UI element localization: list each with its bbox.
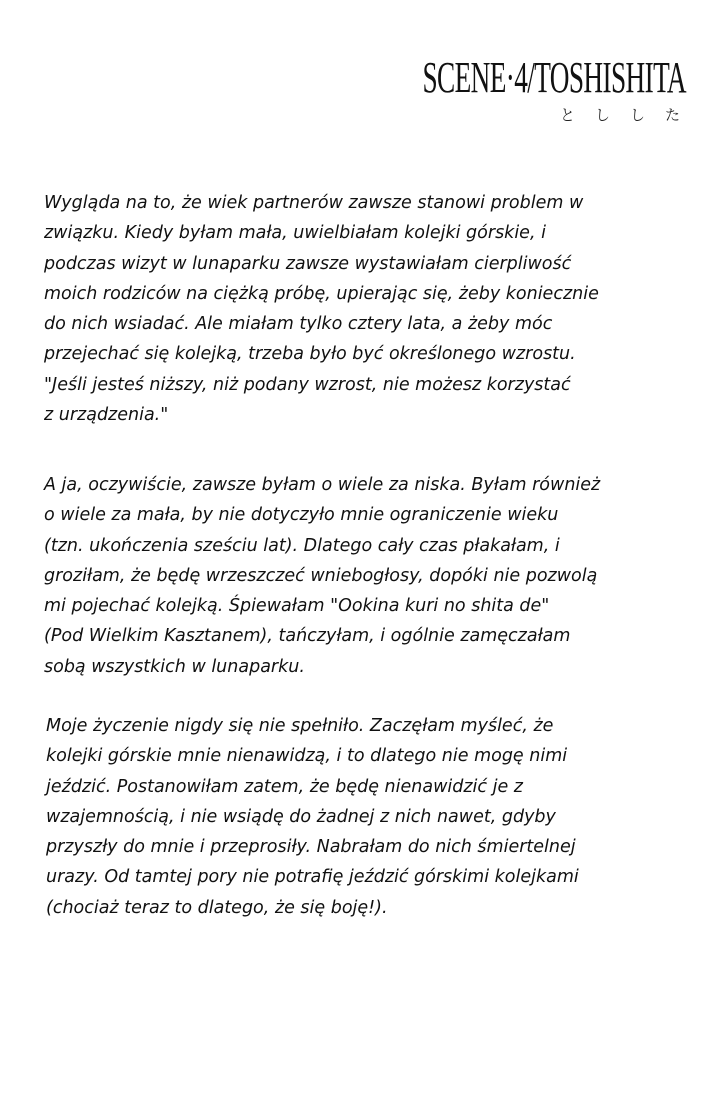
text-line: jeździć. Postanowiłam zatem, że będę nienawidzić je z <box>46 776 523 797</box>
text-line: (Pod Wielkim Kasztanem), tańczyłam, i ogólnie zamęczałam <box>44 626 571 647</box>
text-line: (chociaż teraz to dlatego, że się boję!). <box>46 897 388 918</box>
text-line: moich rodziców na ciężką próbę, upierając się, żeby koniecznie <box>44 283 599 304</box>
text-line: związku. Kiedy byłam mała, uwielbiałam kolejki górskie, i <box>44 223 546 244</box>
text-line: groziłam, że będę wrzeszczeć wniebogłosy, dopóki nie pozwolą <box>44 565 598 586</box>
text-line: z urządzenia." <box>44 405 169 426</box>
text-line: urazy. Od tamtej pory nie potrafię jeździć górskimi kolejkami <box>46 867 579 888</box>
text-line: do nich wsiadać. Ale miałam tylko cztery lata, a żeby móc <box>44 314 553 335</box>
text-line: o wiele za mała, by nie dotyczyło mnie ograniczenie wieku <box>44 505 559 526</box>
text-line: przyszły do mnie i przeprosiły. Nabrałam do nich śmiertelnej <box>46 837 576 858</box>
paragraph-3 <box>46 711 686 923</box>
paragraph-1 <box>44 188 684 430</box>
text-line: mi pojechać kolejką. Śpiewałam "Ookina kuri no shita de" <box>44 596 550 617</box>
text-line: Wygląda na to, że wiek partnerów zawsze stanowi problem w <box>44 193 584 213</box>
text-line: kolejki górskie mnie nienawidzą, i to dlatego nie mogę nimi <box>46 746 568 767</box>
text-line: "Jeśli jesteś niższy, niż podany wzrost, nie możesz korzystać <box>44 374 571 395</box>
text-line: przejechać się kolejką, trzeba było być określonego wzrostu. <box>44 344 576 365</box>
paragraph-2 <box>44 470 684 682</box>
text-line: Moje życzenie nigdy się nie spełniło. Zaczęłam myśleć, że <box>46 716 554 736</box>
page-heading <box>261 53 700 125</box>
scene-title: SCENE·4/TOSHISHITA <box>422 53 686 102</box>
text-line: sobą wszystkich w lunaparku. <box>44 656 305 677</box>
text-line: wzajemnością, i nie wsiądę do żadnej z nich nawet, gdyby <box>46 806 556 827</box>
text-line: podczas wizyt w lunaparku zawsze wystawiałam cierpliwość <box>44 253 572 274</box>
text-line: (tzn. ukończenia sześciu lat). Dlatego cały czas płakałam, i <box>44 535 560 556</box>
text-line: A ja, oczywiście, zawsze byłam o wiele za niska. Byłam również <box>44 475 601 495</box>
scene-kana: としした <box>559 106 700 124</box>
